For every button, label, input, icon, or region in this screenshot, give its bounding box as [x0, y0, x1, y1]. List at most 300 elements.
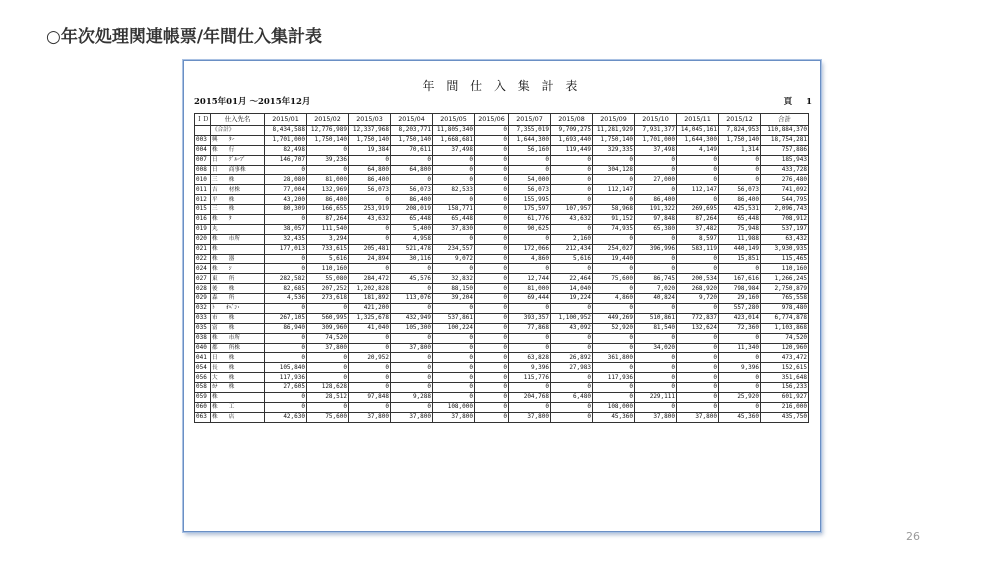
column-header: 2015/03 [349, 114, 391, 126]
monthly-amount-cell: 0 [265, 333, 307, 343]
monthly-amount-cell: 0 [551, 175, 593, 185]
monthly-amount-cell: 11,340 [719, 343, 761, 353]
monthly-amount-cell: 0 [475, 343, 509, 353]
monthly-amount-cell: 11,988 [719, 234, 761, 244]
monthly-amount-cell: 304,128 [593, 165, 635, 175]
monthly-amount-cell: 117,936 [593, 373, 635, 383]
monthly-amount-cell: 0 [593, 304, 635, 314]
supplier-id-cell: 056 [195, 373, 211, 383]
column-header: 2015/09 [593, 114, 635, 126]
supplier-id-cell: 016 [195, 215, 211, 225]
monthly-amount-cell: 0 [433, 353, 475, 363]
monthly-amount-cell: 0 [551, 195, 593, 205]
monthly-amount-cell: 0 [475, 304, 509, 314]
supplier-name-cell: 吉 材株 [211, 185, 265, 195]
monthly-amount-cell: 86,400 [635, 195, 677, 205]
supplier-id-cell: 012 [195, 195, 211, 205]
monthly-amount-cell: 86,400 [307, 195, 349, 205]
monthly-amount-cell: 0 [677, 343, 719, 353]
monthly-amount-cell: 39,236 [307, 155, 349, 165]
monthly-amount-cell: 0 [475, 145, 509, 155]
monthly-amount-cell: 0 [509, 343, 551, 353]
monthly-amount-cell: 4,860 [509, 254, 551, 264]
monthly-amount-cell: 0 [475, 333, 509, 343]
monthly-amount-cell: 65,448 [391, 215, 433, 225]
monthly-amount-cell: 421,200 [349, 304, 391, 314]
monthly-amount-cell: 0 [475, 254, 509, 264]
supplier-name-cell: 平 株 [211, 195, 265, 205]
row-total-cell: 2,750,879 [761, 284, 809, 294]
monthly-amount-cell: 64,800 [349, 165, 391, 175]
supplier-id-cell: 059 [195, 393, 211, 403]
monthly-amount-cell: 3,294 [307, 234, 349, 244]
monthly-amount-cell: 7,824,953 [719, 126, 761, 136]
monthly-amount-cell: 0 [475, 294, 509, 304]
monthly-amount-cell: 175,597 [509, 205, 551, 215]
monthly-amount-cell: 37,800 [349, 412, 391, 422]
monthly-amount-cell: 0 [509, 402, 551, 412]
column-header: 2015/12 [719, 114, 761, 126]
monthly-amount-cell: 77,004 [265, 185, 307, 195]
monthly-amount-cell: 0 [719, 165, 761, 175]
monthly-amount-cell: 0 [391, 333, 433, 343]
monthly-amount-cell: 82,498 [265, 145, 307, 155]
monthly-amount-cell: 86,400 [349, 175, 391, 185]
column-header: 2015/10 [635, 114, 677, 126]
monthly-amount-cell: 0 [349, 343, 391, 353]
monthly-amount-cell: 45,360 [593, 412, 635, 422]
monthly-amount-cell: 158,771 [433, 205, 475, 215]
monthly-amount-cell: 1,693,440 [551, 135, 593, 145]
row-total-cell: 2,096,743 [761, 205, 809, 215]
monthly-amount-cell: 56,073 [391, 185, 433, 195]
monthly-amount-cell: 65,448 [719, 215, 761, 225]
monthly-amount-cell: 0 [475, 165, 509, 175]
monthly-amount-cell: 108,000 [433, 402, 475, 412]
monthly-amount-cell: 105,300 [391, 323, 433, 333]
monthly-amount-cell: 0 [307, 402, 349, 412]
monthly-amount-cell: 0 [265, 402, 307, 412]
monthly-amount-cell: 14,045,161 [677, 126, 719, 136]
monthly-amount-cell: 90,625 [509, 224, 551, 234]
monthly-amount-cell: 8,434,588 [265, 126, 307, 136]
monthly-amount-cell: 0 [475, 205, 509, 215]
monthly-amount-cell: 0 [635, 155, 677, 165]
supplier-name-cell: 丸 [211, 224, 265, 234]
monthly-amount-cell: 0 [551, 304, 593, 314]
table-row [195, 175, 809, 185]
monthly-amount-cell: 45,360 [719, 412, 761, 422]
monthly-amount-cell: 0 [635, 254, 677, 264]
monthly-amount-cell: 181,892 [349, 294, 391, 304]
monthly-amount-cell: 27,983 [551, 363, 593, 373]
monthly-amount-cell: 0 [677, 393, 719, 403]
row-total-cell: 276,480 [761, 175, 809, 185]
monthly-amount-cell: 0 [677, 333, 719, 343]
monthly-amount-cell: 510,861 [635, 313, 677, 323]
supplier-id-cell: 060 [195, 402, 211, 412]
monthly-amount-cell: 86,400 [719, 195, 761, 205]
column-header: 2015/04 [391, 114, 433, 126]
monthly-amount-cell: 0 [307, 165, 349, 175]
monthly-amount-cell: 8,203,771 [391, 126, 433, 136]
row-total-cell: 3,930,935 [761, 244, 809, 254]
monthly-amount-cell: 0 [391, 155, 433, 165]
monthly-amount-cell: 0 [349, 383, 391, 393]
monthly-amount-cell: 1,701,000 [635, 135, 677, 145]
monthly-amount-cell: 9,396 [509, 363, 551, 373]
monthly-amount-cell: 0 [677, 175, 719, 185]
row-total-cell: 435,750 [761, 412, 809, 422]
monthly-amount-cell: 0 [677, 402, 719, 412]
row-total-cell: 1,266,245 [761, 274, 809, 284]
row-total-cell: 978,480 [761, 304, 809, 314]
supplier-id-cell: 027 [195, 274, 211, 284]
monthly-amount-cell: 172,066 [509, 244, 551, 254]
monthly-amount-cell: 191,322 [635, 205, 677, 215]
column-header: 2015/06 [475, 114, 509, 126]
monthly-amount-cell: 0 [677, 254, 719, 264]
supplier-id-cell: 007 [195, 155, 211, 165]
table-row [195, 412, 809, 422]
monthly-amount-cell: 0 [719, 373, 761, 383]
monthly-amount-cell: 24,894 [349, 254, 391, 264]
monthly-amount-cell: 74,935 [593, 224, 635, 234]
monthly-amount-cell: 1,668,681 [433, 135, 475, 145]
monthly-amount-cell: 423,014 [719, 313, 761, 323]
row-total-cell: 110,160 [761, 264, 809, 274]
supplier-id-cell: 063 [195, 412, 211, 422]
monthly-amount-cell: 0 [433, 175, 475, 185]
monthly-amount-cell: 1,750,140 [349, 135, 391, 145]
supplier-id-cell: 020 [195, 234, 211, 244]
page-value: 1 [806, 97, 812, 107]
monthly-amount-cell: 0 [635, 333, 677, 343]
table-row [195, 313, 809, 323]
row-total-cell: 156,233 [761, 383, 809, 393]
monthly-amount-cell: 229,111 [635, 393, 677, 403]
monthly-amount-cell: 0 [475, 244, 509, 254]
monthly-amount-cell: 0 [635, 264, 677, 274]
table-body [195, 126, 809, 423]
monthly-amount-cell: 4,536 [265, 294, 307, 304]
supplier-name-cell: 株 [211, 393, 265, 403]
monthly-amount-cell: 43,092 [551, 323, 593, 333]
row-total-cell: 185,943 [761, 155, 809, 165]
monthly-amount-cell: 0 [719, 383, 761, 393]
monthly-amount-cell: 0 [551, 333, 593, 343]
monthly-amount-cell: 0 [433, 343, 475, 353]
monthly-amount-cell: 0 [593, 264, 635, 274]
monthly-amount-cell: 82,685 [265, 284, 307, 294]
monthly-amount-cell: 82,533 [433, 185, 475, 195]
monthly-amount-cell: 0 [433, 333, 475, 343]
monthly-amount-cell: 43,632 [551, 215, 593, 225]
slide-title: ○年次処理関連帳票/年間仕入集計表 [46, 27, 323, 47]
monthly-amount-cell: 110,160 [307, 264, 349, 274]
monthly-amount-cell: 0 [349, 195, 391, 205]
table-row [195, 383, 809, 393]
monthly-amount-cell: 63,828 [509, 353, 551, 363]
monthly-amount-cell: 166,655 [307, 205, 349, 215]
monthly-amount-cell: 54,000 [509, 175, 551, 185]
monthly-amount-cell: 9,072 [433, 254, 475, 264]
supplier-name-cell: 都 所株 [211, 343, 265, 353]
monthly-amount-cell: 115,776 [509, 373, 551, 383]
monthly-amount-cell: 30,116 [391, 254, 433, 264]
monthly-amount-cell: 41,040 [349, 323, 391, 333]
monthly-amount-cell: 0 [433, 304, 475, 314]
monthly-amount-cell: 0 [349, 373, 391, 383]
monthly-amount-cell: 0 [475, 393, 509, 403]
supplier-id-cell: 041 [195, 353, 211, 363]
monthly-amount-cell: 0 [391, 373, 433, 383]
monthly-amount-cell: 0 [391, 304, 433, 314]
monthly-amount-cell: 0 [551, 383, 593, 393]
monthly-amount-cell: 0 [719, 402, 761, 412]
monthly-amount-cell: 14,040 [551, 284, 593, 294]
monthly-amount-cell: 0 [391, 175, 433, 185]
column-header: 2015/11 [677, 114, 719, 126]
monthly-amount-cell: 37,800 [307, 343, 349, 353]
monthly-amount-cell: 208,019 [391, 205, 433, 215]
monthly-amount-cell: 393,357 [509, 313, 551, 323]
table-row [195, 294, 809, 304]
supplier-id-cell: 040 [195, 343, 211, 353]
monthly-amount-cell: 97,848 [635, 215, 677, 225]
monthly-amount-cell: 0 [509, 383, 551, 393]
monthly-amount-cell: 0 [475, 126, 509, 136]
monthly-amount-cell: 0 [475, 224, 509, 234]
monthly-amount-cell: 772,837 [677, 313, 719, 323]
monthly-amount-cell: 15,851 [719, 254, 761, 264]
monthly-amount-cell: 32,435 [265, 234, 307, 244]
monthly-amount-cell: 9,709,275 [551, 126, 593, 136]
monthly-amount-cell: 0 [551, 402, 593, 412]
monthly-amount-cell: 39,204 [433, 294, 475, 304]
supplier-id-cell: 035 [195, 323, 211, 333]
page-label: 頁 [783, 97, 793, 107]
supplier-name-cell: 後 株 [211, 284, 265, 294]
supplier-name-cell: 大 株 [211, 373, 265, 383]
monthly-amount-cell: 0 [635, 185, 677, 195]
monthly-amount-cell: 432,949 [391, 313, 433, 323]
monthly-amount-cell: 0 [593, 343, 635, 353]
monthly-amount-cell: 69,444 [509, 294, 551, 304]
monthly-amount-cell: 0 [433, 165, 475, 175]
row-total-cell: 757,886 [761, 145, 809, 155]
monthly-amount-cell: 0 [307, 363, 349, 373]
monthly-amount-cell: 2,160 [551, 234, 593, 244]
monthly-amount-cell: 0 [719, 333, 761, 343]
monthly-amount-cell: 1,314 [719, 145, 761, 155]
monthly-amount-cell: 43,632 [349, 215, 391, 225]
monthly-amount-cell: 583,119 [677, 244, 719, 254]
monthly-amount-cell: 0 [475, 234, 509, 244]
supplier-name-cell: ﾄ ｵﾍﾞﾝ･ [211, 304, 265, 314]
supplier-id-cell: 024 [195, 264, 211, 274]
monthly-amount-cell: 1,100,952 [551, 313, 593, 323]
monthly-amount-cell: 0 [509, 333, 551, 343]
monthly-amount-cell: 1,750,140 [593, 135, 635, 145]
monthly-amount-cell: 1,325,678 [349, 313, 391, 323]
monthly-amount-cell: 4,860 [593, 294, 635, 304]
monthly-amount-cell: 37,800 [391, 343, 433, 353]
supplier-name-cell: 日 株 [211, 353, 265, 363]
monthly-amount-cell: 440,149 [719, 244, 761, 254]
monthly-amount-cell: 22,464 [551, 274, 593, 284]
monthly-amount-cell: 449,269 [593, 313, 635, 323]
monthly-amount-cell: 5,616 [307, 254, 349, 264]
monthly-amount-cell: 7,020 [635, 284, 677, 294]
row-total-cell: 351,648 [761, 373, 809, 383]
monthly-amount-cell: 0 [265, 353, 307, 363]
report-frame [183, 60, 821, 532]
monthly-amount-cell: 560,995 [307, 313, 349, 323]
monthly-amount-cell: 0 [593, 333, 635, 343]
supplier-name-cell: 株 市所 [211, 333, 265, 343]
monthly-amount-cell: 0 [677, 353, 719, 363]
supplier-name-cell: 東 所 [211, 274, 265, 284]
supplier-id-cell: 021 [195, 244, 211, 254]
monthly-amount-cell: 0 [509, 165, 551, 175]
monthly-amount-cell: 0 [265, 304, 307, 314]
monthly-amount-cell: 0 [391, 383, 433, 393]
supplier-name-cell: 《合計》 [211, 126, 265, 136]
monthly-amount-cell: 0 [349, 224, 391, 234]
monthly-amount-cell: 0 [593, 383, 635, 393]
monthly-amount-cell: 0 [551, 165, 593, 175]
table-row [195, 155, 809, 165]
monthly-amount-cell: 521,478 [391, 244, 433, 254]
monthly-amount-cell: 0 [307, 373, 349, 383]
monthly-amount-cell: 1,701,000 [265, 135, 307, 145]
monthly-amount-cell: 0 [593, 155, 635, 165]
monthly-amount-cell: 0 [593, 393, 635, 403]
monthly-amount-cell: 0 [635, 353, 677, 363]
monthly-amount-cell: 205,481 [349, 244, 391, 254]
monthly-amount-cell: 0 [391, 284, 433, 294]
monthly-amount-cell: 253,919 [349, 205, 391, 215]
report-period: 2015年01月 ～2015年12月 [194, 97, 311, 107]
monthly-amount-cell: 0 [635, 234, 677, 244]
supplier-id-cell [195, 126, 211, 136]
table-row [195, 333, 809, 343]
monthly-amount-cell: 0 [475, 264, 509, 274]
monthly-amount-cell: 28,512 [307, 393, 349, 403]
supplier-id-cell: 022 [195, 254, 211, 264]
supplier-name-cell: 株 ﾀ [211, 215, 265, 225]
monthly-amount-cell: 0 [475, 215, 509, 225]
monthly-amount-cell: 0 [349, 155, 391, 165]
monthly-amount-cell: 0 [391, 363, 433, 373]
supplier-name-cell: 日 商事株 [211, 165, 265, 175]
column-header: 2015/05 [433, 114, 475, 126]
monthly-amount-cell: 26,892 [551, 353, 593, 363]
column-header: 2015/01 [265, 114, 307, 126]
page-number: 26 [906, 530, 920, 543]
monthly-amount-cell: 1,644,300 [677, 135, 719, 145]
monthly-amount-cell: 70,611 [391, 145, 433, 155]
monthly-amount-cell: 6,480 [551, 393, 593, 403]
monthly-amount-cell: 1,750,140 [391, 135, 433, 145]
monthly-amount-cell: 11,805,340 [433, 126, 475, 136]
monthly-amount-cell: 0 [475, 135, 509, 145]
table-row [195, 135, 809, 145]
monthly-amount-cell: 0 [349, 333, 391, 343]
monthly-amount-cell: 0 [307, 353, 349, 363]
monthly-amount-cell: 7,931,377 [635, 126, 677, 136]
monthly-amount-cell: 75,600 [593, 274, 635, 284]
monthly-amount-cell: 9,396 [719, 363, 761, 373]
monthly-amount-cell: 80,309 [265, 205, 307, 215]
monthly-amount-cell: 0 [635, 165, 677, 175]
monthly-amount-cell: 0 [433, 195, 475, 205]
supplier-id-cell: 008 [195, 165, 211, 175]
monthly-amount-cell: 37,498 [433, 145, 475, 155]
monthly-amount-cell: 329,335 [593, 145, 635, 155]
monthly-amount-cell: 1,644,300 [509, 135, 551, 145]
monthly-amount-cell: 0 [475, 363, 509, 373]
supplier-name-cell: 市 株 [211, 313, 265, 323]
monthly-amount-cell: 0 [475, 412, 509, 422]
supplier-id-cell: 038 [195, 333, 211, 343]
supplier-id-cell: 028 [195, 284, 211, 294]
monthly-amount-cell: 37,800 [509, 412, 551, 422]
monthly-amount-cell: 7,355,019 [509, 126, 551, 136]
monthly-amount-cell: 19,224 [551, 294, 593, 304]
table-row [195, 165, 809, 175]
monthly-amount-cell: 0 [475, 383, 509, 393]
monthly-amount-cell: 0 [593, 363, 635, 373]
monthly-amount-cell: 0 [551, 185, 593, 195]
monthly-amount-cell: 0 [475, 274, 509, 284]
monthly-amount-cell: 27,000 [635, 175, 677, 185]
monthly-amount-cell: 0 [265, 165, 307, 175]
table-row [195, 304, 809, 314]
monthly-amount-cell: 37,800 [433, 412, 475, 422]
monthly-amount-cell: 0 [551, 412, 593, 422]
monthly-amount-cell: 0 [265, 343, 307, 353]
monthly-amount-cell: 9,288 [391, 393, 433, 403]
monthly-amount-cell: 200,534 [677, 274, 719, 284]
monthly-amount-cell: 61,776 [509, 215, 551, 225]
table-row [195, 284, 809, 294]
monthly-amount-cell: 0 [551, 224, 593, 234]
supplier-name-cell: 興 ﾀｰ [211, 135, 265, 145]
table-row [195, 254, 809, 264]
monthly-amount-cell: 29,160 [719, 294, 761, 304]
monthly-amount-cell: 309,960 [307, 323, 349, 333]
supplier-id-cell: 032 [195, 304, 211, 314]
monthly-amount-cell: 5,400 [391, 224, 433, 234]
monthly-amount-cell: 0 [433, 155, 475, 165]
monthly-amount-cell: 0 [307, 304, 349, 314]
row-total-cell: 6,774,878 [761, 313, 809, 323]
monthly-amount-cell: 40,824 [635, 294, 677, 304]
monthly-amount-cell: 37,800 [677, 412, 719, 422]
supplier-name-cell: 日 ｸﾞﾙｰﾌﾟ [211, 155, 265, 165]
supplier-name-cell: 株 器 [211, 254, 265, 264]
monthly-amount-cell: 0 [307, 145, 349, 155]
monthly-amount-cell: 207,252 [307, 284, 349, 294]
monthly-amount-cell: 43,200 [265, 195, 307, 205]
monthly-amount-cell: 42,630 [265, 412, 307, 422]
monthly-amount-cell: 537,861 [433, 313, 475, 323]
monthly-amount-cell: 12,776,989 [307, 126, 349, 136]
monthly-amount-cell: 56,073 [349, 185, 391, 195]
monthly-amount-cell: 12,744 [509, 274, 551, 284]
